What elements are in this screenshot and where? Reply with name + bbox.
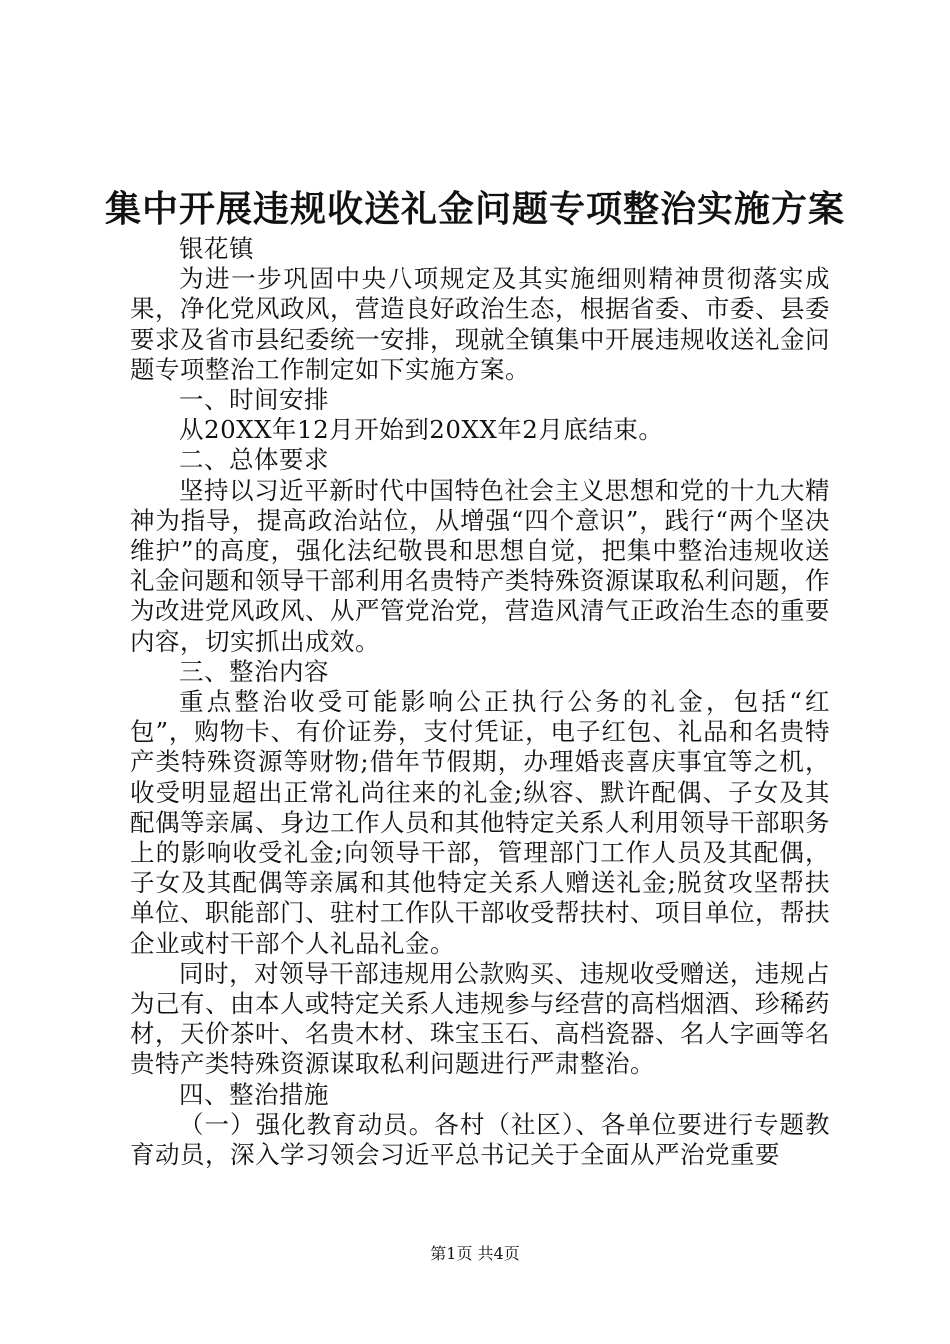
section-heading-content: 三、整治内容: [179, 656, 329, 686]
paragraph-measures-1: （一）强化教育动员。各村（社区）、各单位要进行专题教育动员，深入学习领会习近平总书记关于全面从严治党重要: [130, 1109, 830, 1170]
paragraph-author: 银花镇: [179, 234, 254, 263]
paragraph-schedule: 从20XX年12月开始到20XX年2月底结束。: [179, 415, 664, 445]
section-heading-measures: 四、整治措施: [179, 1079, 329, 1109]
page-number-footer: 第1页 共4页: [430, 1244, 520, 1263]
document-title: 集中开展违规收送礼金问题专项整治实施方案: [104, 188, 845, 230]
paragraph-content: 重点整治收受可能影响公正执行公务的礼金，包括“红包”，购物卡、有价证券，支付凭证，电子红包、礼品和名贵特产类特殊资源等财物;借年节假期，办理婚丧喜庆事宜等之机，收受明显超出正常礼尚往来的礼金;纵容、默许配偶、子女及其配偶等亲属、身边工作人员和其他特定关系人利用领导干部职务上的影响收受礼金;向领导干部，管理部门工作人员及其配偶，子女及其配偶等亲属和其他特定关系人赠送礼金;脱贫攻坚帮扶单位、职能部门、驻村工作队干部收受帮扶村、项目单位，帮扶企业或村干部个人礼品礼金。: [130, 687, 830, 958]
paragraph-intro: 为进一步巩固中央八项规定及其实施细则精神贯彻落实成果，净化党风政风，营造良好政治生态，根据省委、市委、县委要求及省市县纪委统一安排，现就全镇集中开展违规收送礼金问题专项整治工作制定如下实施方案。: [130, 264, 830, 384]
paragraph-requirements: 坚持以习近平新时代中国特色社会主义思想和党的十九大精神为指导，提高政治站位，从增强“四个意识”，践行“两个坚决维护”的高度，强化法纪敬畏和思想自觉，把集中整治违规收送礼金问题和领导干部利用名贵特产类特殊资源谋取私利问题，作为改进党风政风、从严管党治党，营造风清气正政治生态的重要内容，切实抓出成效。: [130, 475, 830, 656]
document-body: [130, 234, 830, 1170]
section-heading-requirements: 二、总体要求: [179, 445, 329, 475]
paragraph-content-2: 同时，对领导干部违规用公款购买、违规收受赠送，违规占为己有、由本人或特定关系人违规参与经营的高档烟酒、珍稀药材，天价茶叶、名贵木材、珠宝玉石、高档瓷器、名人字画等名贵特产类特殊资源谋取私利问题进行严肃整治。: [130, 958, 830, 1079]
section-heading-schedule: 一、时间安排: [179, 385, 329, 415]
